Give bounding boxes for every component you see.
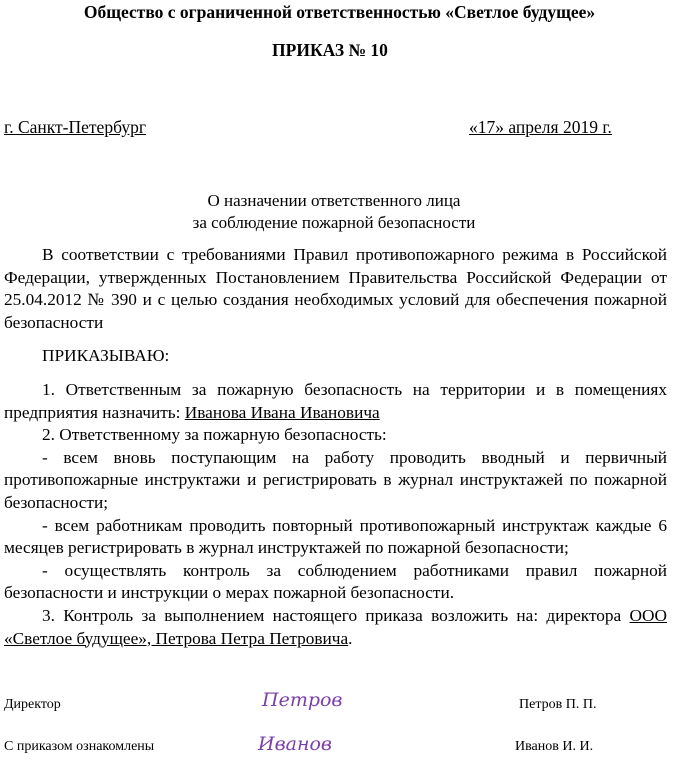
- order-title: ПРИКАЗ № 10: [272, 40, 388, 60]
- item-3-text: 3. Контроль за выполнением настоящего приказа возложить на: директора: [42, 605, 630, 625]
- city: [4, 117, 164, 138]
- director-name: Петров П. П.: [519, 697, 597, 712]
- item-3-person: ООО «Светлое будущее», Петрова Петра Петровича: [4, 605, 667, 648]
- item-1-person: Иванова Ивана Ивановича: [184, 402, 380, 422]
- item-1-text: 1. Ответственным за пожарную безопасность на территории и в помещениях предприятия назначить:: [4, 379, 667, 422]
- item-2: 2. Ответственному за пожарную безопасность:: [42, 425, 387, 445]
- item-3-end: .: [348, 628, 353, 648]
- item-3: [4, 605, 667, 650]
- director-label: Директор: [4, 697, 61, 712]
- order-subject: [0, 190, 668, 234]
- city-text: г. Санкт-Петербург: [4, 117, 146, 137]
- acquainted-name: Иванов И. И.: [515, 739, 594, 754]
- acquainted-label: С приказом ознакомлены: [4, 739, 155, 754]
- director-signature: Петров: [262, 689, 343, 711]
- preamble: В соответствии с требованиями Правил противопожарного режима в Российской Федерации, утвержденных Постановлением Правительства Российской Федерации от 25.04.2012 № 390 и с целью создания необходимых условий для обеспечения пожарной безопасности: [4, 245, 667, 332]
- item-2-b: - всем работникам проводить повторный противопожарный инструктаж каждые 6 месяцев регистрировать в журнал инструктажей по пожарной безопасности;: [4, 515, 667, 558]
- subject-line-2: за соблюдение пожарной безопасности: [192, 213, 476, 232]
- order-date: «17» апреля 2019 г.: [469, 117, 612, 137]
- order-word: ПРИКАЗЫВАЮ:: [42, 346, 170, 366]
- item-1: [4, 379, 667, 424]
- order-body: [4, 244, 667, 650]
- acquainted-signature: Иванов: [258, 733, 332, 755]
- item-2-a: - всем вновь поступающим на работу проводить вводный и первичный противопожарные инструктажи и регистрировать в журнал инструктажей по пожарной безопасности;: [4, 447, 667, 512]
- subject-line-1: О назначении ответственного лица: [207, 191, 461, 210]
- company-name: Общество с ограниченной ответственностью «Светлое будущее»: [83, 2, 596, 22]
- item-2-c: - осуществлять контроль за соблюдением работниками правил пожарной безопасности и инструкции о мерах пожарной безопасности.: [4, 560, 667, 603]
